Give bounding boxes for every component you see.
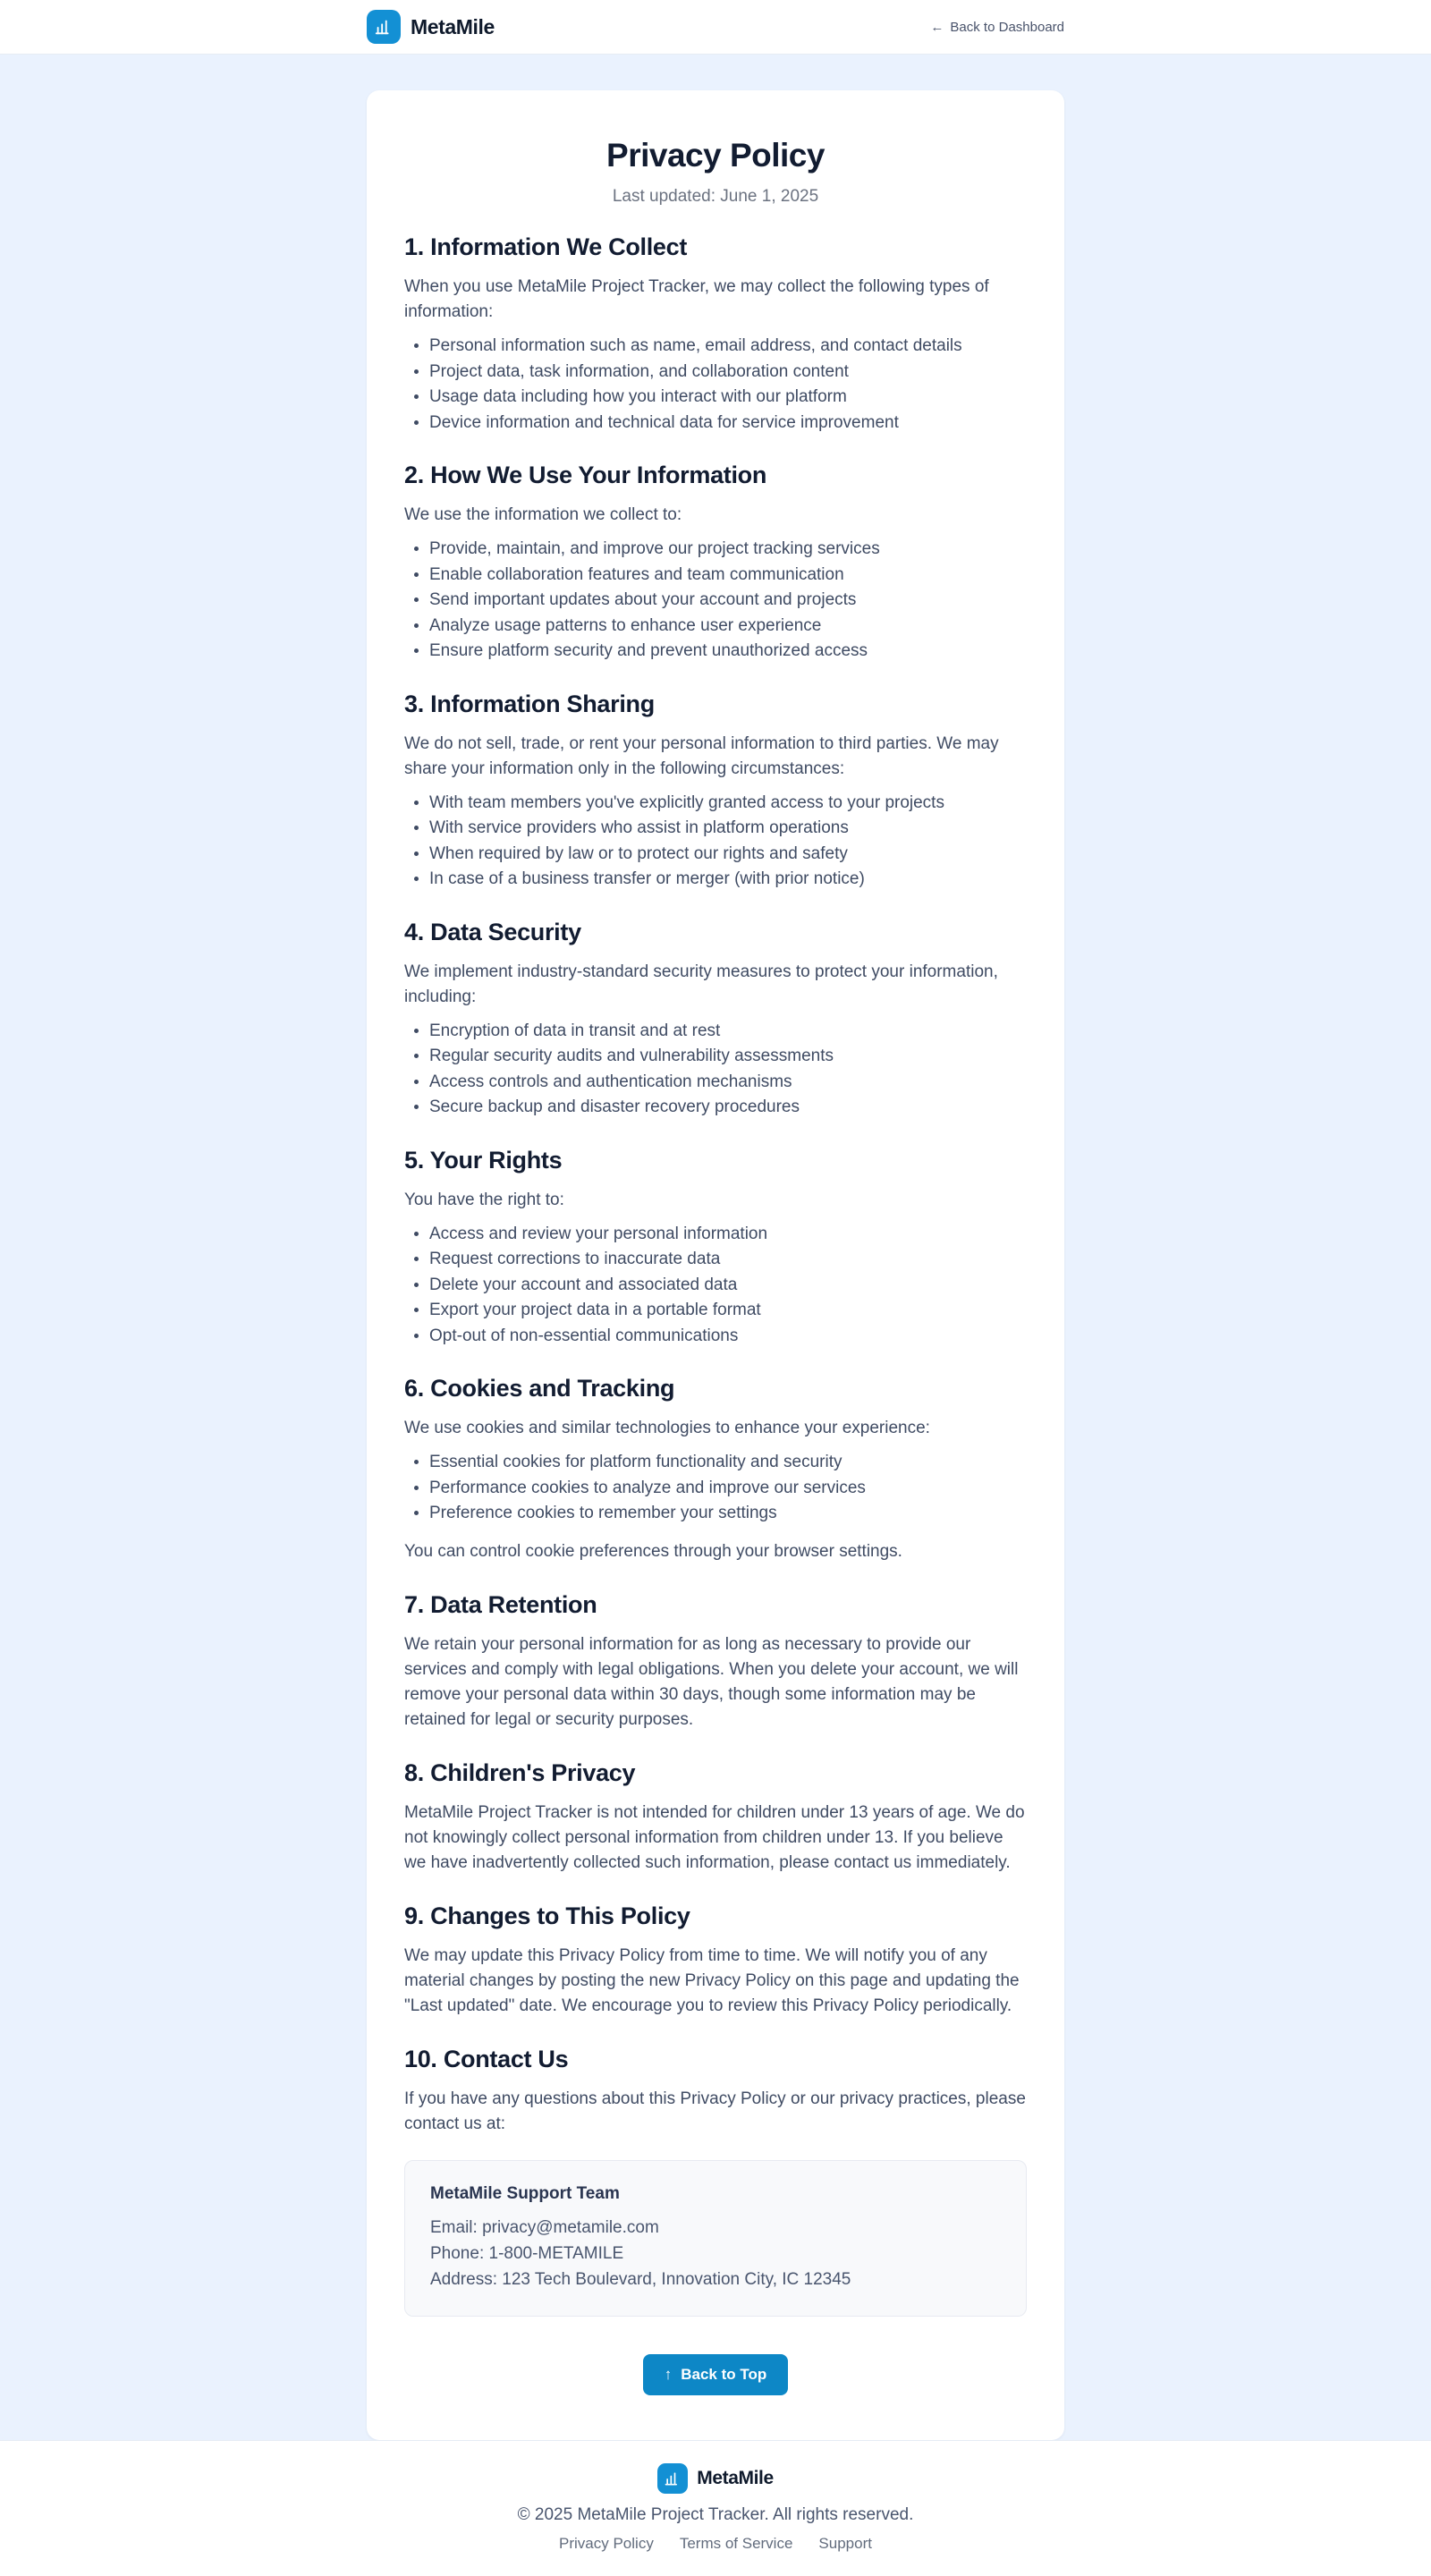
bullet-item: With team members you've explicitly granted access to your projects — [404, 791, 1027, 816]
footer-brand-name: MetaMile — [697, 2467, 774, 2488]
bullet-item: In case of a business transfer or merger (with prior notice) — [404, 867, 1027, 892]
back-to-dashboard-link[interactable] — [930, 20, 1064, 35]
section-heading: 8. Children's Privacy — [404, 1758, 636, 1786]
bullet-item: Request corrections to inaccurate data — [404, 1247, 1027, 1272]
section-data-security — [404, 919, 1027, 1120]
footer-brand-logo[interactable] — [657, 2463, 774, 2494]
bullet-item: Preference cookies to remember your settings — [404, 1501, 1027, 1526]
bullet-item: Analyze usage patterns to enhance user experience — [404, 614, 1027, 639]
bar-chart-logo-icon — [657, 2463, 688, 2494]
section-paragraph: You have the right to: — [404, 1190, 564, 1209]
bullet-list — [404, 1450, 1027, 1526]
bullet-item: When required by law or to protect our rights and safety — [404, 842, 1027, 867]
back-to-top-container — [404, 2354, 1027, 2395]
footer-link-terms-of-service[interactable]: Terms of Service — [679, 2534, 793, 2552]
bullet-list — [404, 334, 1027, 435]
section-paragraph: We use cookies and similar technologies to enhance your experience: — [404, 1419, 930, 1437]
bullet-item: Access and review your personal information — [404, 1222, 1027, 1247]
bullet-item: With service providers who assist in platform operations — [404, 816, 1027, 841]
last-updated: Last updated: June 1, 2025 — [612, 187, 819, 206]
bullet-item: Send important updates about your account and projects — [404, 588, 1027, 613]
bullet-item: Secure backup and disaster recovery procedures — [404, 1095, 1027, 1120]
section-heading: 10. Contact Us — [404, 2045, 569, 2072]
arrow-up-icon: ↑ — [664, 2365, 673, 2383]
footer-link-support[interactable]: Support — [818, 2534, 872, 2552]
section-childrens-privacy — [404, 1759, 1027, 1876]
bullet-item: Delete your account and associated data — [404, 1273, 1027, 1298]
section-your-rights — [404, 1147, 1027, 1349]
section-paragraph: We do not sell, trade, or rent your personal information to third parties. We may share your information only in the following circumstances: — [404, 733, 999, 778]
contact-title: MetaMile Support Team — [430, 2183, 620, 2203]
back-to-dashboard-label: Back to Dashboard — [950, 19, 1064, 35]
bullet-item: Ensure platform security and prevent unauthorized access — [404, 639, 1027, 664]
back-to-top-button[interactable] — [643, 2354, 789, 2395]
section-heading: 3. Information Sharing — [404, 690, 655, 717]
section-changes-to-this-policy — [404, 1902, 1027, 2019]
copyright: © 2025 MetaMile Project Tracker. All rights reserved. — [517, 2504, 914, 2524]
section-heading: 7. Data Retention — [404, 1590, 597, 1618]
section-paragraph: We use the information we collect to: — [404, 505, 682, 524]
bullet-item: Regular security audits and vulnerability assessments — [404, 1044, 1027, 1069]
contact-phone: Phone: 1-800-METAMILE — [430, 2243, 624, 2263]
bullet-item: Essential cookies for platform functionality and security — [404, 1450, 1027, 1475]
brand-logo[interactable] — [367, 10, 495, 44]
bullet-list — [404, 1222, 1027, 1349]
page-title: Privacy Policy — [606, 137, 825, 174]
section-paragraph: When you use MetaMile Project Tracker, we may collect the following types of information: — [404, 277, 989, 321]
section-cookies-and-tracking — [404, 1375, 1027, 1564]
page-background — [0, 55, 1431, 2440]
bullet-item: Project data, task information, and collaboration content — [404, 360, 1027, 385]
section-heading: 6. Cookies and Tracking — [404, 1375, 675, 1402]
section-paragraph: You can control cookie preferences through your browser settings. — [404, 1541, 902, 1561]
footer-link-privacy-policy[interactable]: Privacy Policy — [559, 2534, 654, 2552]
bullet-item: Export your project data in a portable format — [404, 1298, 1027, 1323]
section-information-we-collect — [404, 233, 1027, 435]
bullet-item: Device information and technical data for service improvement — [404, 411, 1027, 436]
section-how-we-use-your-information — [404, 462, 1027, 664]
contact-address: Address: 123 Tech Boulevard, Innovation City, IC 12345 — [430, 2269, 851, 2289]
site-header — [0, 0, 1431, 55]
section-paragraph: We implement industry-standard security measures to protect your information, including: — [404, 962, 998, 1006]
bullet-item: Enable collaboration features and team communication — [404, 563, 1027, 588]
bullet-item: Usage data including how you interact with our platform — [404, 385, 1027, 410]
section-information-sharing — [404, 691, 1027, 892]
bullet-item: Access controls and authentication mechanisms — [404, 1070, 1027, 1095]
bar-chart-logo-icon — [367, 10, 401, 44]
site-footer — [0, 2440, 1431, 2576]
section-paragraph: MetaMile Project Tracker is not intended for children under 13 years of age. We do not knowingly collect personal information from children under 13. If you believe we have inadvertently collected such information, please contact us immediately. — [404, 1802, 1025, 1872]
bullet-item: Personal information such as name, email address, and contact details — [404, 334, 1027, 359]
section-paragraph: We retain your personal information for as long as necessary to provide our services and comply with legal obligations. When you delete your account, we will remove your personal data within 30 days, though some information may be retained for legal or security purposes. — [404, 1634, 1019, 1729]
header-container — [367, 0, 1064, 54]
section-paragraph: We may update this Privacy Policy from time to time. We will notify you of any material changes by posting the new Privacy Policy on this page and updating the "Last updated" date. We encourage you to review this Privacy Policy periodically. — [404, 1945, 1020, 2015]
brand-name: MetaMile — [411, 14, 495, 38]
section-heading: 2. How We Use Your Information — [404, 462, 767, 488]
bullet-item: Provide, maintain, and improve our project tracking services — [404, 537, 1027, 562]
section-contact-us — [404, 2046, 1027, 2317]
bullet-item: Encryption of data in transit and at rest — [404, 1019, 1027, 1044]
arrow-left-icon: ← — [930, 19, 944, 35]
section-data-retention — [404, 1591, 1027, 1733]
policy-card — [367, 90, 1064, 2440]
bullet-list — [404, 791, 1027, 892]
back-to-top-label: Back to Top — [681, 2365, 767, 2383]
bullet-item: Performance cookies to analyze and improve our services — [404, 1476, 1027, 1501]
section-heading: 9. Changes to This Policy — [404, 1902, 690, 1929]
footer-links — [0, 2535, 1431, 2553]
section-heading: 4. Data Security — [404, 918, 581, 945]
section-heading: 1. Information We Collect — [404, 233, 688, 260]
contact-card — [404, 2160, 1027, 2317]
contact-email: Email: privacy@metamile.com — [430, 2217, 659, 2237]
bullet-item: Opt-out of non-essential communications — [404, 1324, 1027, 1349]
bullet-list — [404, 1019, 1027, 1120]
section-paragraph: If you have any questions about this Privacy Policy or our privacy practices, please contact us at: — [404, 2089, 1026, 2133]
bullet-list — [404, 537, 1027, 664]
section-heading: 5. Your Rights — [404, 1146, 563, 1174]
